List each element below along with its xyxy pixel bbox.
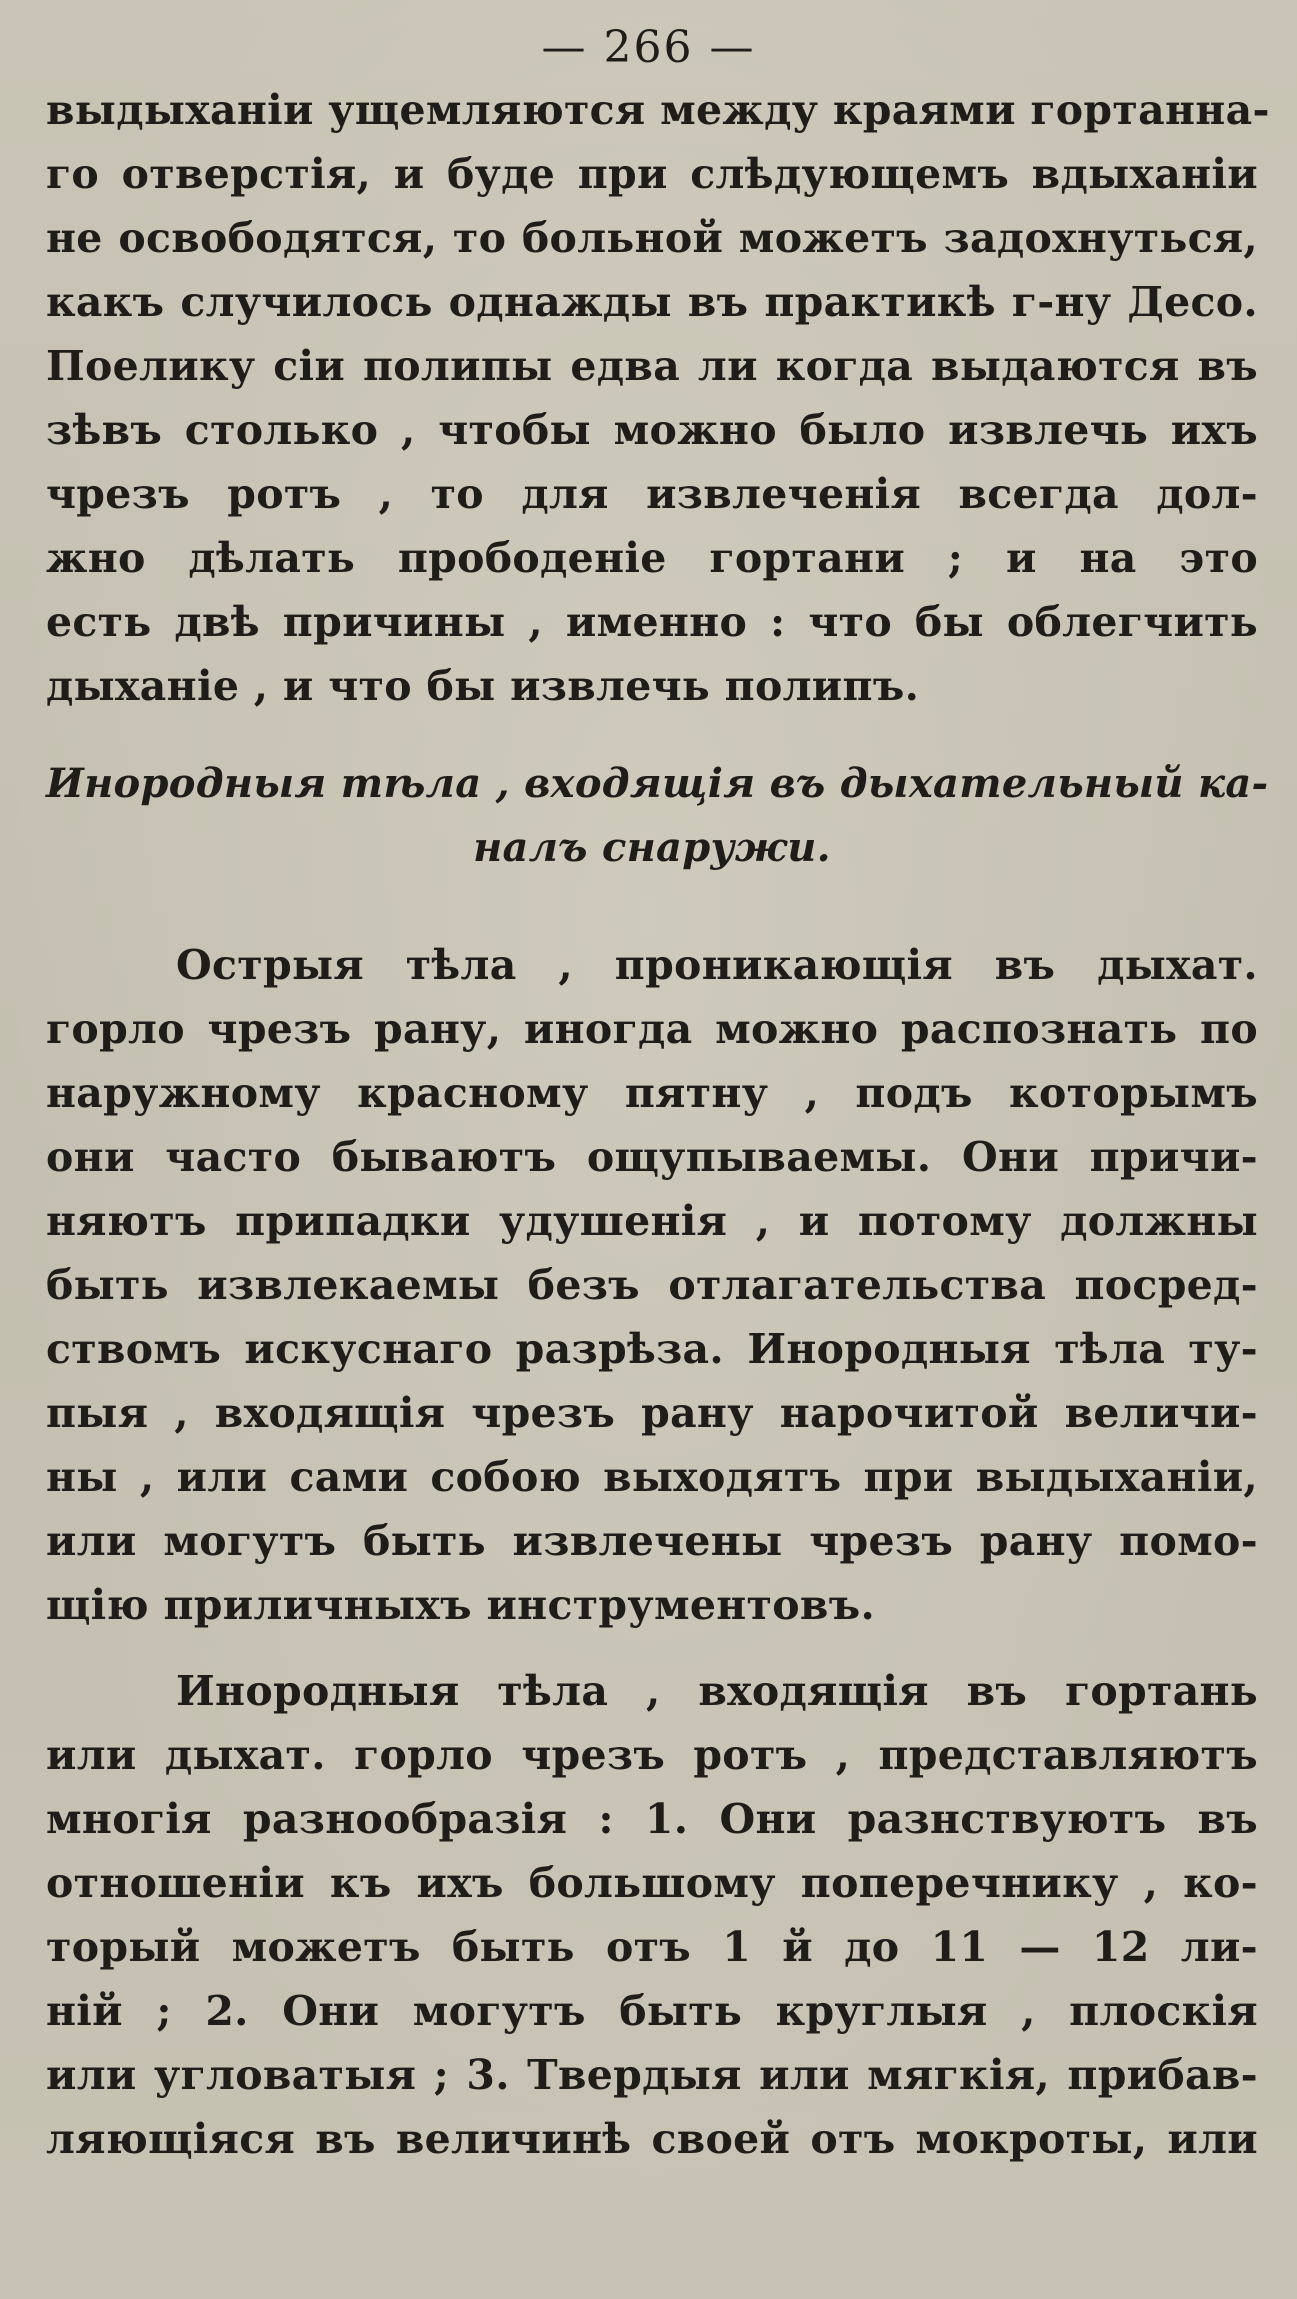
page-number: — 266 — bbox=[541, 22, 756, 73]
text-line: дыханіе , и что бы извлечь полипъ. bbox=[46, 662, 920, 710]
text-line: или угловатыя ; 3. Твердыя или мягкія, прибав- bbox=[46, 2051, 1258, 2099]
text-line: го отверстія, и буде при слѣдующемъ вдыханіи bbox=[46, 150, 1258, 198]
text-line: быть извлекаемы безъ отлагательства посред- bbox=[46, 1261, 1258, 1309]
paragraph-polyps bbox=[46, 78, 1270, 718]
section-heading bbox=[46, 752, 1269, 880]
heading-line: налъ снаружи. bbox=[473, 824, 831, 871]
paragraph-sharp-bodies bbox=[46, 933, 1258, 1637]
text-line: пыя , входящія чрезъ рану нарочитой величи- bbox=[46, 1389, 1258, 1437]
text-line: торый можетъ быть отъ 1 й до 11 — 12 ли- bbox=[46, 1923, 1258, 1971]
text-line: ній ; 2. Они могутъ быть круглыя , плоскія bbox=[46, 1987, 1258, 2035]
text-line: какъ случилось однажды въ практикѣ г-ну Десо. bbox=[46, 278, 1258, 326]
text-line: Острыя тѣла , проникающія въ дыхат. bbox=[176, 941, 1258, 989]
text-line: ляющіяся въ величинѣ своей отъ мокроты, или bbox=[46, 2115, 1258, 2163]
paragraph-foreign-bodies-mouth bbox=[46, 1659, 1258, 2171]
text-line: горло чрезъ рану, иногда можно распознать по bbox=[46, 1005, 1258, 1053]
text-line: ствомъ искуснаго разрѣза. Инородныя тѣла ту- bbox=[46, 1325, 1258, 1373]
text-line: или могутъ быть извлечены чрезъ рану помо- bbox=[46, 1517, 1258, 1565]
text-line: они часто бываютъ ощупываемы. Они причи- bbox=[46, 1133, 1258, 1181]
heading-line: Инородныя тѣла , входящія въ дыхательный ка- bbox=[46, 760, 1269, 807]
text-line: няютъ припадки удушенія , и потому должны bbox=[46, 1197, 1258, 1245]
text-line: выдыханіи ущемляются между краями гортанна- bbox=[46, 86, 1270, 134]
text-line: жно дѣлать прободеніе гортани ; и на это bbox=[46, 534, 1258, 582]
text-line: не освободятся, то больной можетъ задохнуться, bbox=[46, 214, 1258, 262]
text-line: зѣвъ столько , чтобы можно было извлечь ихъ bbox=[46, 406, 1258, 454]
text-line: многія разнообразія : 1. Они разнствуютъ въ bbox=[46, 1795, 1258, 1843]
text-line: чрезъ ротъ , то для извлеченія всегда дол- bbox=[46, 470, 1258, 518]
text-line: ны , или сами собою выходятъ при выдыханіи, bbox=[46, 1453, 1258, 1501]
text-line: есть двѣ причины , именно : что бы облегчить bbox=[46, 598, 1258, 646]
text-line: отношеніи къ ихъ большому поперечнику , ко- bbox=[46, 1859, 1258, 1907]
text-line: Инородныя тѣла , входящія въ гортань bbox=[176, 1667, 1258, 1715]
text-line: наружному красному пятну , подъ которымъ bbox=[46, 1069, 1258, 1117]
text-line: Поелику сіи полипы едва ли когда выдаются въ bbox=[46, 342, 1258, 390]
text-line: или дыхат. горло чрезъ ротъ , представляютъ bbox=[46, 1731, 1258, 1779]
text-line: щію приличныхъ инструментовъ. bbox=[46, 1581, 876, 1629]
